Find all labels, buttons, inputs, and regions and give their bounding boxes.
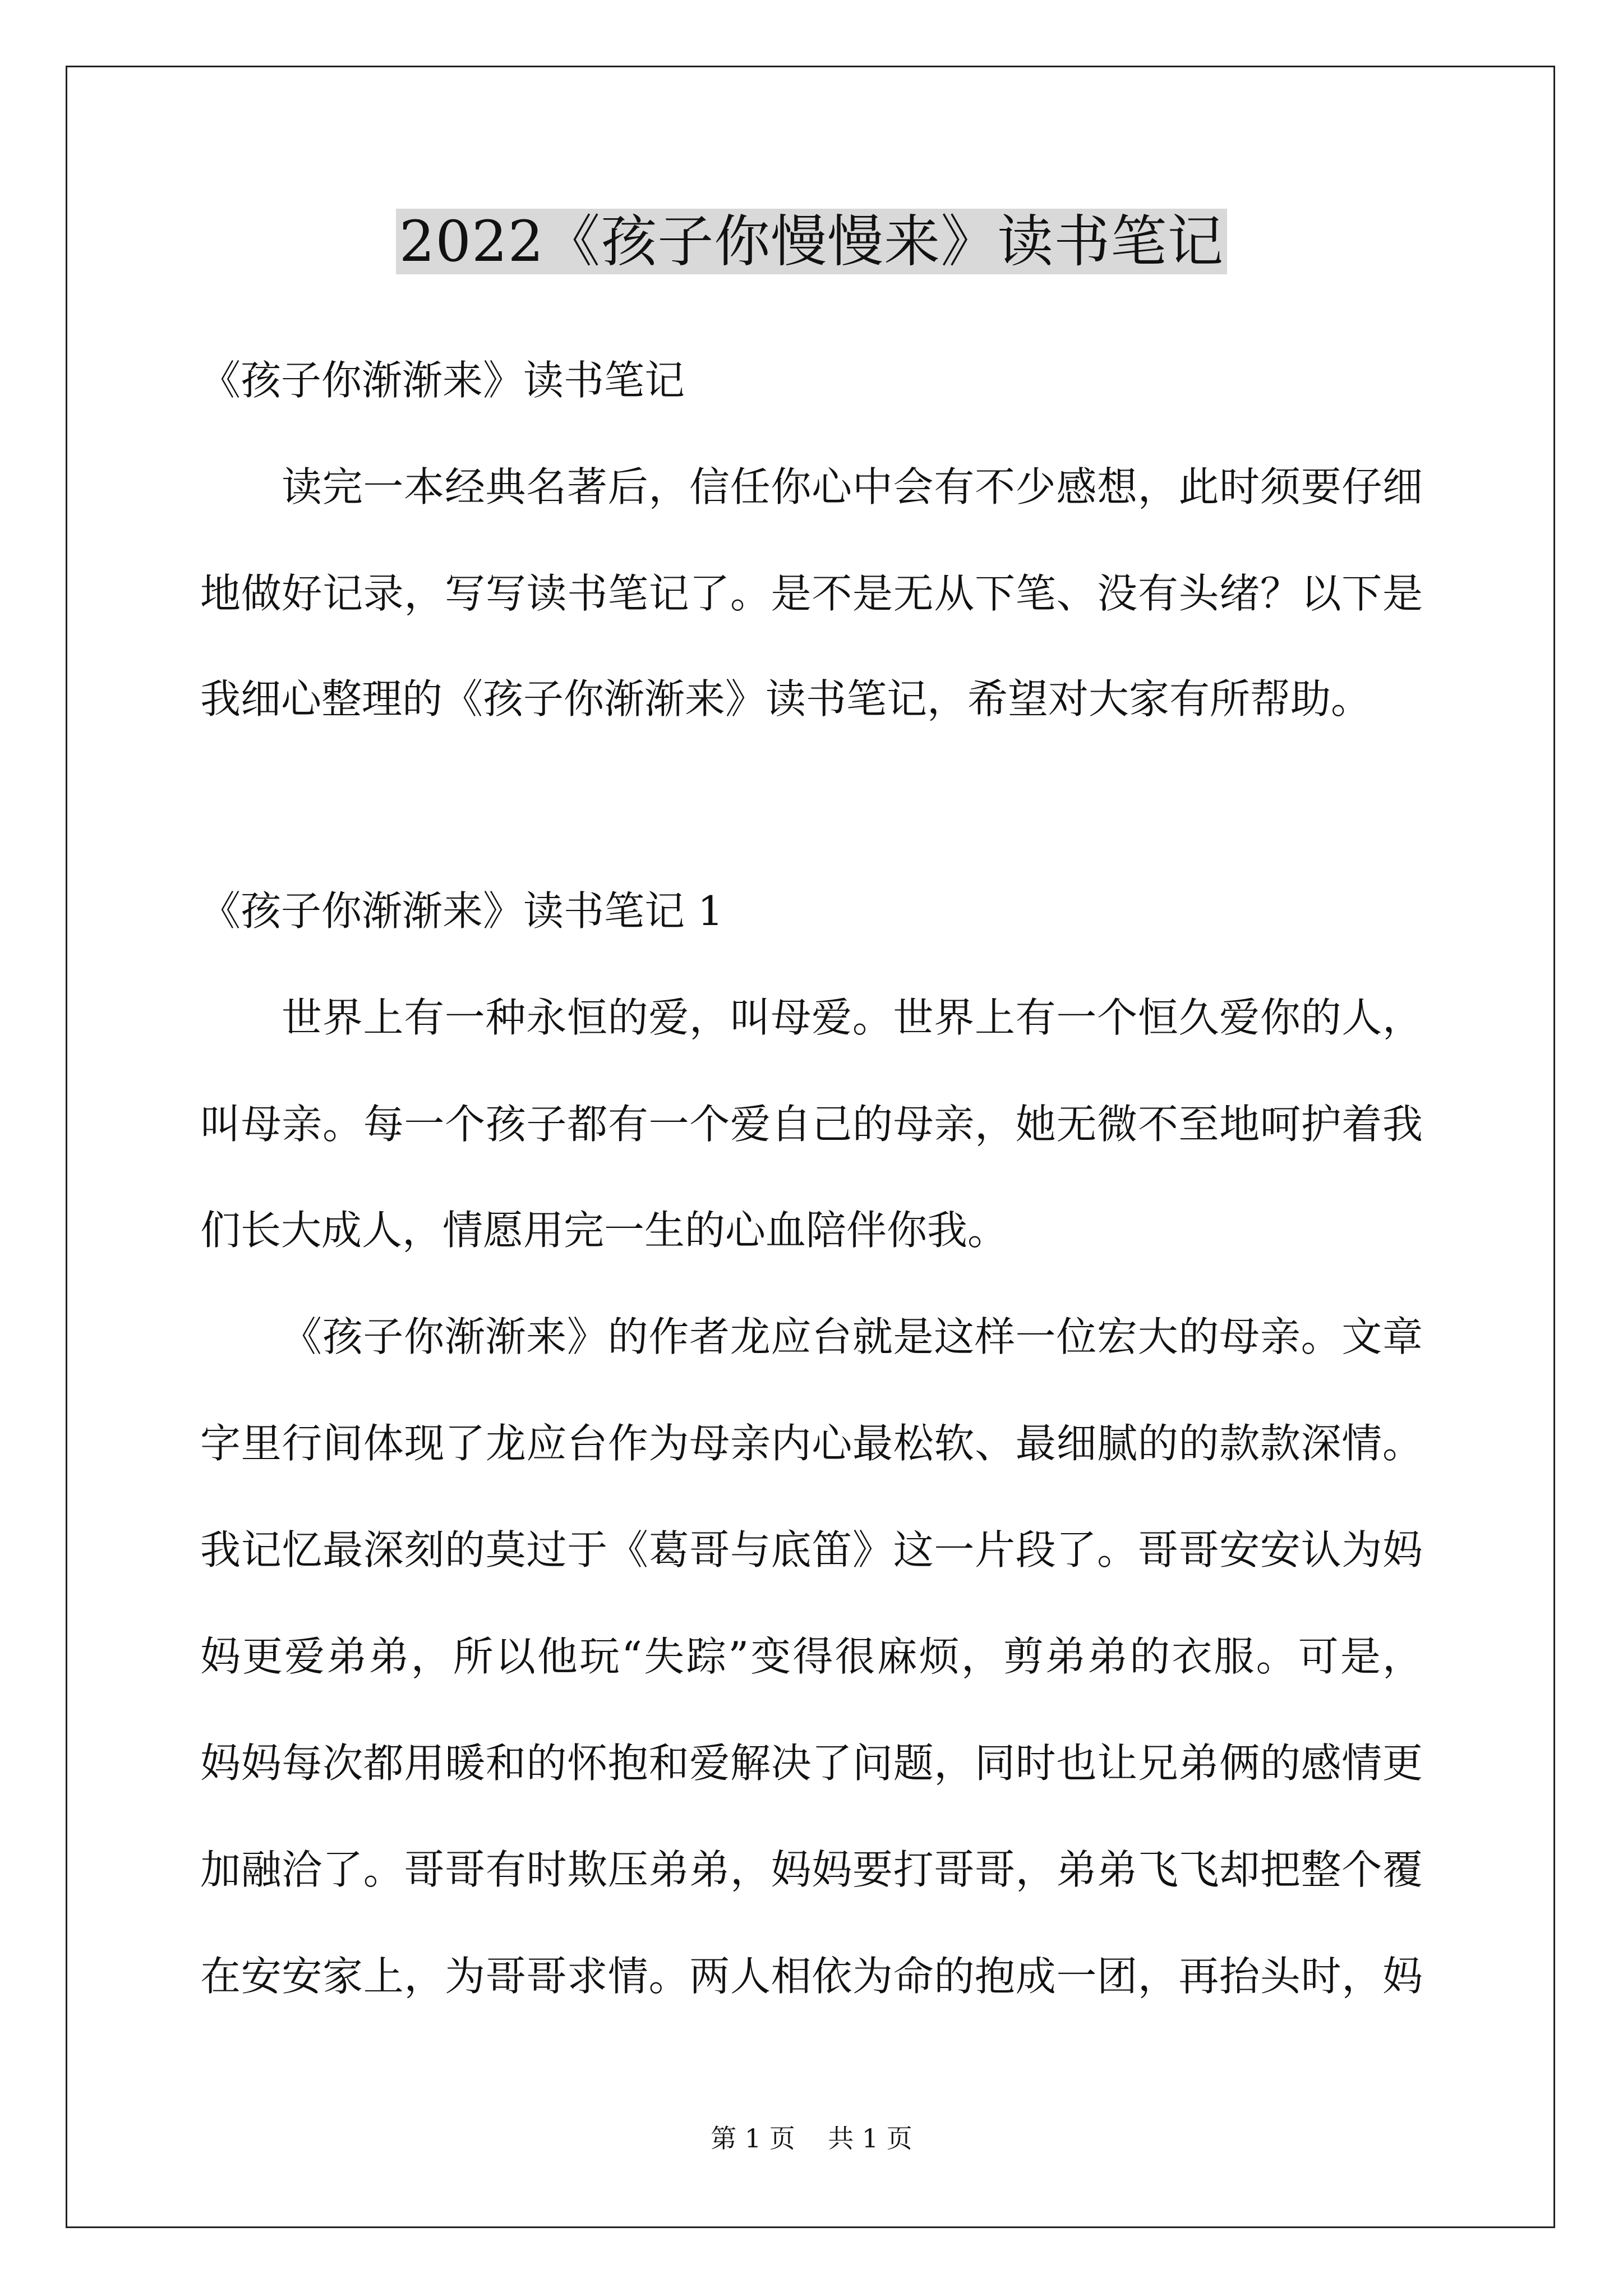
section-heading: 《孩子你渐渐来》读书笔记 — [200, 357, 685, 404]
paragraph-line: 地做好记录，写写读书笔记了。是不是无从下笔、没有头绪？以下是 — [200, 570, 1423, 617]
document-title — [0, 200, 1623, 284]
paragraph-line: 我记忆最深刻的莫过于《葛哥与底笛》这一片段了。哥哥安安认为妈 — [200, 1526, 1423, 1573]
paragraph-line: 《孩子你渐渐来》的作者龙应台就是这样一位宏大的母亲。文章 — [282, 1313, 1423, 1360]
paragraph-line: 在安安家上，为哥哥求情。两人相依为命的抱成一团，再抬头时，妈 — [200, 1953, 1423, 2000]
paragraph-line: 妈妈每次都用暖和的怀抱和爱解决了问题，同时也让兄弟俩的感情更 — [200, 1740, 1423, 1787]
paragraph-line: 字里行间体现了龙应台作为母亲内心最松软、最细腻的的款款深情。 — [200, 1420, 1423, 1467]
section-heading: 《孩子你渐渐来》读书笔记 1 — [200, 887, 723, 935]
paragraph-line: 读完一本经典名著后，信任你心中会有不少感想，此时须要仔细 — [282, 463, 1423, 510]
paragraph-line: 们长大成人，情愿用完一生的心血陪伴你我。 — [200, 1207, 1008, 1254]
paragraph-line: 妈更爱弟弟，所以他玩“失踪”变得很麻烦，剪弟弟的衣服。可是， — [200, 1633, 1423, 1680]
document-title-text: 2022《孩子你慢慢来》读书笔记 — [396, 209, 1228, 274]
paragraph-line: 我细心整理的《孩子你渐渐来》读书笔记，希望对大家有所帮助。 — [200, 675, 1372, 723]
page-number-footer: 第 1 页 共 1 页 — [711, 2123, 912, 2154]
paragraph-line: 叫母亲。每一个孩子都有一个爱自己的母亲，她无微不至地呵护着我 — [200, 1101, 1423, 1148]
paragraph-line: 加融洽了。哥哥有时欺压弟弟，妈妈要打哥哥，弟弟飞飞却把整个覆 — [200, 1846, 1423, 1893]
paragraph-line: 世界上有一种永恒的爱，叫母爱。世界上有一个恒久爱你的人， — [282, 994, 1423, 1041]
